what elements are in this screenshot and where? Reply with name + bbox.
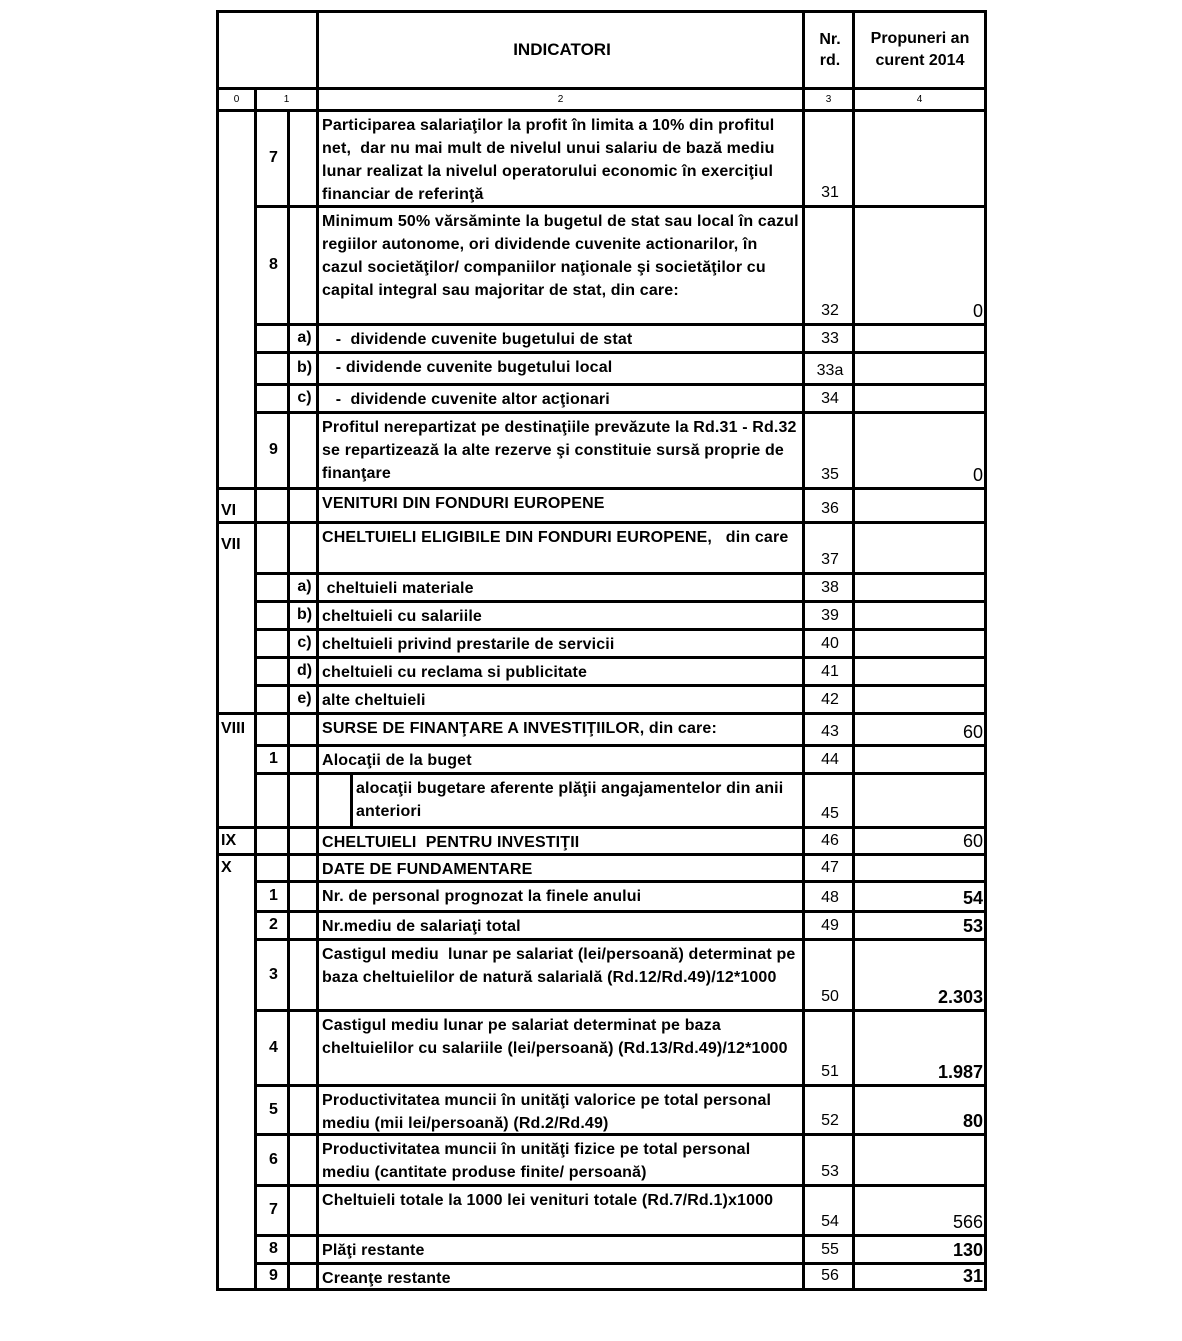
- row-value: 0: [972, 301, 983, 321]
- indicator-text: - dividende cuvenite bugetului de stat: [322, 331, 633, 348]
- row-value: 80: [962, 1111, 983, 1131]
- row-nr-rd: 48: [821, 889, 839, 906]
- indicator-text: cheltuieli materiale: [322, 580, 474, 597]
- table-row: [219, 386, 984, 414]
- row-nr-rd: 33a: [816, 362, 844, 379]
- table-row: [219, 1237, 984, 1265]
- table-row: [219, 913, 984, 941]
- column-index: 0: [233, 94, 240, 105]
- indicator-text: SURSE DE FINANŢARE A INVESTIŢIILOR, din care:: [322, 720, 717, 737]
- column-index: 1: [283, 94, 290, 105]
- row-number: 2: [269, 916, 278, 933]
- table-row: [219, 829, 984, 856]
- row-letter: c): [297, 634, 312, 651]
- row-nr-rd: 54: [821, 1213, 839, 1230]
- indicator-text: Participarea salariaţilor la profit în limita a 10% din profitul net, dar nu mai mult de nivelul unui salariu de bază mediu lunar realizat la nivelul operatorului economic în exerciţiul financiar de referinţă: [322, 117, 783, 203]
- row-letter: a): [297, 329, 312, 346]
- table-row: [219, 747, 984, 775]
- row-value: 1.987: [937, 1062, 983, 1082]
- row-nr-rd: 49: [821, 917, 839, 934]
- table-row: [219, 354, 984, 386]
- row-number: 9: [269, 441, 278, 458]
- row-nr-rd: 34: [821, 390, 839, 407]
- row-nr-rd: 31: [821, 184, 839, 201]
- table-row: [219, 1136, 984, 1187]
- table-row: [219, 208, 984, 326]
- indicator-text: cheltuieli cu reclama si publicitate: [322, 664, 588, 681]
- row-roman: VI: [221, 502, 237, 519]
- row-number: 3: [269, 966, 278, 983]
- indicators-table: [216, 10, 987, 1291]
- table-row: [219, 603, 984, 631]
- row-roman: X: [221, 859, 232, 876]
- row-nr-rd: 52: [821, 1112, 839, 1129]
- row-nr-rd: 38: [821, 579, 839, 596]
- indicator-text: alocaţii bugetare aferente plăţii angajamentelor din anii anteriori: [356, 780, 788, 820]
- table-row: [219, 112, 984, 208]
- row-letter: a): [297, 578, 312, 595]
- row-nr-rd: 56: [821, 1267, 839, 1284]
- table-row: [219, 941, 984, 1012]
- row-number: 5: [269, 1101, 278, 1118]
- indicator-text: Castigul mediu lunar pe salariat (lei/persoană) determinat pe baza cheltuielilor de natură salarială (Rd.12/Rd.49)/12*1000: [322, 946, 801, 986]
- row-nr-rd: 43: [821, 723, 839, 740]
- row-number: 8: [269, 1240, 278, 1257]
- table-row: [219, 631, 984, 659]
- indicator-text: Plăţi restante: [322, 1242, 425, 1259]
- table-row: [219, 1012, 984, 1087]
- row-nr-rd: 35: [821, 466, 839, 483]
- row-value: 53: [962, 916, 983, 936]
- row-value: 31: [962, 1266, 983, 1286]
- row-letter: b): [296, 606, 313, 623]
- column-index: 4: [916, 94, 923, 105]
- row-nr-rd: 36: [821, 500, 839, 517]
- row-letter: c): [297, 389, 312, 406]
- table-row: [219, 1087, 984, 1136]
- indicator-text: cheltuieli cu salariile: [322, 608, 482, 625]
- indicator-text: VENITURI DIN FONDURI EUROPENE: [322, 495, 605, 512]
- row-number: 7: [269, 149, 278, 166]
- row-nr-rd: 47: [821, 859, 839, 876]
- indicator-text: cheltuieli privind prestarile de servicii: [322, 636, 615, 653]
- row-nr-rd: 39: [821, 607, 839, 624]
- header-nr-line2: rd.: [819, 52, 841, 69]
- table-row: [219, 883, 984, 913]
- indicator-text: Creanţe restante: [322, 1270, 451, 1287]
- row-nr-rd: 37: [821, 551, 839, 568]
- column-index-row: [219, 90, 984, 112]
- indicator-text: Cheltuieli totale la 1000 lei venituri totale (Rd.7/Rd.1)x1000: [322, 1192, 774, 1209]
- row-nr-rd: 32: [821, 302, 839, 319]
- row-nr-rd: 41: [821, 663, 839, 680]
- table-row: [219, 715, 984, 747]
- indicator-text: Productivitatea muncii în unităţi valorice pe total personal mediu (mii lei/persoană) (Rd.2/Rd.49): [322, 1092, 776, 1132]
- indicator-text: DATE DE FUNDAMENTARE: [322, 861, 533, 878]
- header-nr-rd: [805, 13, 855, 87]
- header-nr-line1: Nr.: [819, 31, 841, 48]
- header-propuneri: [855, 13, 985, 87]
- indicator-text: Minimum 50% vărsăminte la bugetul de stat sau local în cazul regiilor autonome, ori dividende cuvenite actionarilor, în cazul societăţilor/ companiilor naţionale şi societăţilor cu capital integral sau majoritar de stat, din care:: [322, 213, 804, 299]
- header-indicatori: INDICATORI: [513, 40, 611, 59]
- row-number: 6: [269, 1151, 278, 1168]
- table-row: [219, 326, 984, 354]
- row-nr-rd: 53: [821, 1163, 839, 1180]
- row-roman: VIII: [221, 720, 246, 737]
- row-nr-rd: 55: [821, 1241, 839, 1258]
- row-nr-rd: 40: [821, 635, 839, 652]
- table-row: [219, 856, 984, 883]
- row-nr-rd: 51: [821, 1063, 839, 1080]
- row-nr-rd: 42: [821, 691, 839, 708]
- row-value: 54: [962, 888, 983, 908]
- indicator-text: Nr. de personal prognozat la finele anului: [322, 888, 642, 905]
- row-value: 60: [962, 722, 983, 742]
- header-prop-line1: Propuneri an: [870, 30, 970, 47]
- row-letter: b): [296, 359, 313, 376]
- table-row: [219, 775, 984, 829]
- row-roman: VII: [221, 536, 241, 553]
- row-number: 4: [269, 1039, 278, 1056]
- indicator-text: Productivitatea muncii în unităţi fizice pe total personal mediu (cantitate produse finite/ persoană): [322, 1141, 755, 1181]
- indicator-text: - dividende cuvenite altor acţionari: [322, 391, 610, 408]
- row-roman: IX: [221, 832, 237, 849]
- row-value: 2.303: [937, 987, 983, 1007]
- table-row: [219, 414, 984, 490]
- row-value: 130: [952, 1240, 983, 1260]
- indicator-text: alte cheltuieli: [322, 692, 426, 709]
- row-nr-rd: 33: [821, 330, 839, 347]
- indicator-text: Alocaţii de la buget: [322, 752, 472, 769]
- row-number: 1: [269, 750, 278, 767]
- indicator-text: Nr.mediu de salariaţi total: [322, 918, 521, 935]
- table-row: [219, 524, 984, 575]
- row-nr-rd: 46: [821, 832, 839, 849]
- table-row: [219, 1265, 984, 1291]
- row-letter: d): [296, 662, 313, 679]
- indicator-text: Castigul mediu lunar pe salariat determinat pe baza cheltuielilor cu salariile (lei/persoană) (Rd.13/Rd.49)/12*1000: [322, 1017, 788, 1057]
- row-number: 8: [269, 256, 278, 273]
- table-header: [219, 13, 984, 90]
- row-value: 60: [962, 831, 983, 851]
- indicator-text: - dividende cuvenite bugetului local: [322, 359, 613, 376]
- table-row: [219, 687, 984, 715]
- row-nr-rd: 44: [821, 751, 839, 768]
- row-value: 0: [972, 465, 983, 485]
- row-value: 566: [952, 1212, 983, 1232]
- row-number: 7: [269, 1201, 278, 1218]
- column-index: 3: [825, 94, 832, 105]
- table-row: [219, 1187, 984, 1237]
- row-nr-rd: 50: [821, 988, 839, 1005]
- row-number: 9: [269, 1267, 278, 1284]
- column-index: 2: [557, 94, 564, 105]
- row-letter: e): [297, 690, 312, 707]
- table-row: [219, 575, 984, 603]
- indicator-text: Profitul nerepartizat pe destinaţiile prevăzute la Rd.31 - Rd.32 se repartizează la alte rezerve şi constituie sursă proprie de finanţare: [322, 419, 802, 482]
- table-row: [219, 490, 984, 524]
- header-prop-line2: curent 2014: [875, 52, 965, 69]
- table-row: [219, 659, 984, 687]
- row-number: 1: [269, 887, 278, 904]
- row-nr-rd: 45: [821, 805, 839, 822]
- indicator-text: CHELTUIELI ELIGIBILE DIN FONDURI EUROPENE, din care: [322, 529, 789, 546]
- indicator-text: CHELTUIELI PENTRU INVESTIŢII: [322, 834, 580, 851]
